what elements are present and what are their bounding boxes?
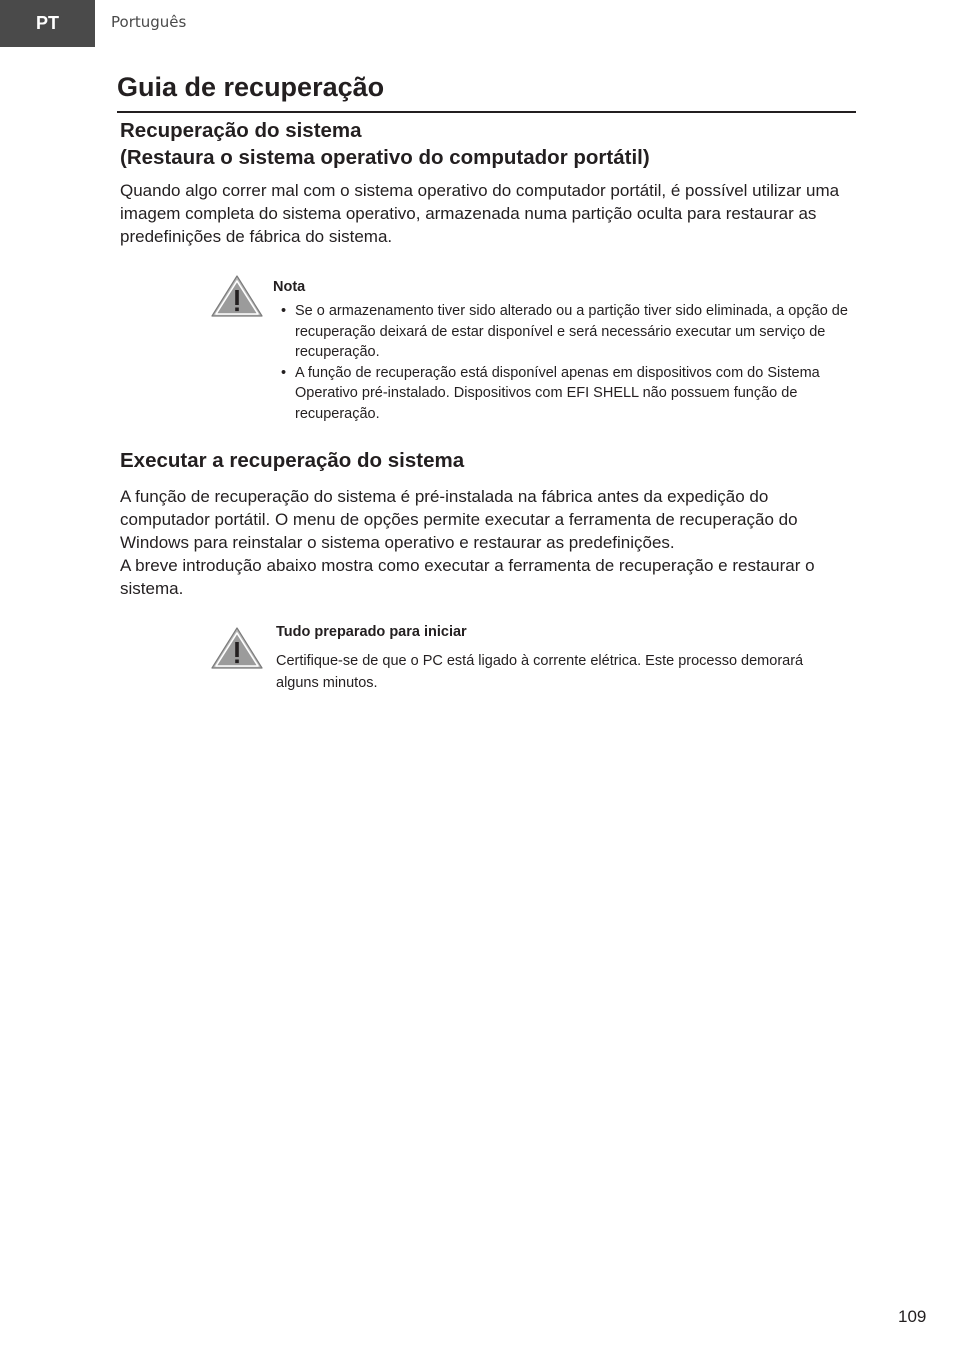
bullet-icon: • <box>281 303 287 319</box>
page-number: 109 <box>898 1307 927 1326</box>
section-heading-system-recovery: Recuperação do sistema <box>120 119 362 142</box>
title-divider <box>117 111 856 113</box>
note-list <box>280 301 860 424</box>
ready-note-title: Tudo preparado para iniciar <box>276 624 467 640</box>
note-title: Nota <box>273 279 306 295</box>
warning-icon <box>210 274 264 318</box>
page-title: Guia de recuperação <box>117 72 385 102</box>
section2-paragraph-2: A breve introdução abaixo mostra como executar a ferramenta de recuperação e restaurar o sistema. <box>120 556 815 598</box>
note-list-item: • A função de recuperação está disponível apenas em dispositivos com do Sistema Operativo pré-instalado. Dispositivos com EFI SHELL não possuem função de recuperação. <box>281 364 820 422</box>
ready-note-text: Certifique-se de que o PC está ligado à corrente elétrica. Este processo demorará alguns minutos. <box>276 653 804 691</box>
section2-paragraph-1: A função de recuperação do sistema é pré-instalada na fábrica antes da expedição do computador portátil. O menu de opções permite executar a ferramenta de recuperação do Windows para reinstalar o sistema operativo e restaurar as predefinições. <box>120 487 798 552</box>
warning-icon <box>210 626 264 670</box>
note-list-item: • Se o armazenamento tiver sido alterado ou a partição tiver sido eliminada, a opção de recuperação deixará de estar disponível e será necessário executar um serviço de recuperação. <box>281 303 848 360</box>
language-name: Português <box>111 13 187 31</box>
section-heading-run-recovery: Executar a recuperação do sistema <box>120 449 465 472</box>
section-heading-system-recovery-subtitle: (Restaura o sistema operativo do computador portátil) <box>120 146 650 169</box>
bullet-icon: • <box>281 364 287 381</box>
language-tab <box>0 0 95 47</box>
section1-paragraph: Quando algo correr mal com o sistema operativo do computador portátil, é possível utilizar uma imagem completa do sistema operativo, armazenada numa partição oculta para restaurar as predefinições de fábrica do sistema. <box>120 181 840 246</box>
language-code: PT <box>35 13 59 33</box>
